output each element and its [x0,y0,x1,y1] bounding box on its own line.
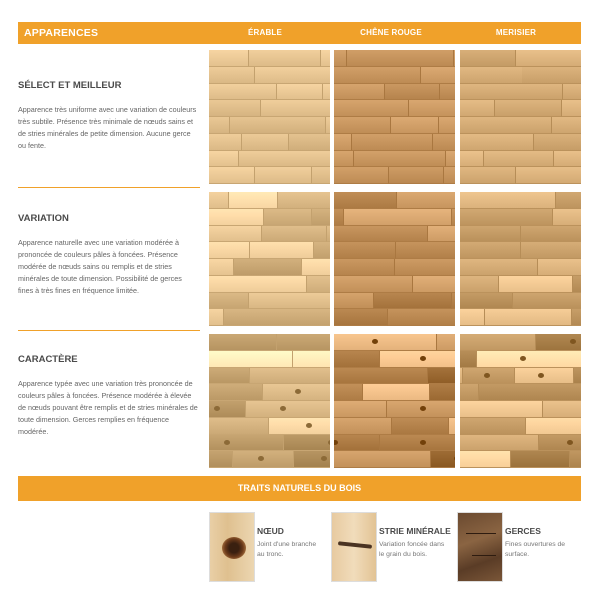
wood-plank [277,84,323,101]
swatch-cherry-variation [460,192,581,326]
mineral-streak-sample-icon [331,512,377,582]
wood-plank [209,226,262,243]
grade-description: Apparence typée avec une variation très prononcée de couleurs pâles à foncées. Présence modérée à élevée de nœuds pouvant être remplis et de stries minérales de toute dimension. Gerces remplies en fréquence modérée. [18,379,198,436]
trait-name: STRIE MINÉRALE [379,526,451,536]
wood-plank [428,226,455,243]
wood-plank [460,293,513,310]
wood-plank [209,259,234,276]
wood-plank [334,117,391,134]
wood-plank [397,192,455,209]
wood-plank [255,167,312,184]
wood-plank [574,368,581,385]
wood-plank [334,67,421,84]
wood-knot [484,373,490,378]
wood-knot [295,389,301,394]
wood-plank [209,84,277,101]
wood-plank [460,384,479,401]
wood-plank [334,84,385,101]
grade-description: Apparence naturelle avec une variation modérée à prononcée de couleurs pâles à foncées. Présence modérée de nœuds sains ou remplis et de stries minérales de toute dimension. Possibilité de gerces fines à très fines en fréquence limitée. [18,238,182,295]
wood-plank [556,192,581,209]
wood-plank [323,84,330,101]
wood-plank [234,259,302,276]
wood-plank [521,226,581,243]
wood-plank [209,276,307,293]
wood-knot [280,406,286,411]
wood-plank [334,293,374,310]
wood-plank [209,334,277,351]
wood-plank [209,435,284,452]
trait-description: Fines ouvertures de surface. [505,541,566,558]
swatch-cherry-select [460,50,581,184]
wood-plank [209,351,293,368]
wood-plank [209,451,233,468]
wood-plank [277,334,330,351]
wood-plank [380,351,455,368]
wood-plank [572,309,581,326]
wood-plank [334,259,395,276]
wood-plank [430,384,455,401]
check-mark [472,555,496,556]
divider [18,187,200,188]
wood-plank [485,309,572,326]
knot-sample-icon [209,512,255,582]
grade-title: SÉLECT ET MEILLEUR [18,80,122,91]
wood-plank [344,209,452,226]
wood-plank [521,242,581,259]
wood-plank [250,368,330,385]
wood-plank [334,368,428,385]
wood-plank [460,401,543,418]
wood-plank [573,276,581,293]
wood-plank [460,50,516,67]
wood-plank [433,134,455,151]
wood-plank [439,117,455,134]
wood-plank [440,84,455,101]
wood-plank [553,209,581,226]
wood-plank [495,100,561,117]
wood-plank [255,67,330,84]
wood-plank [409,100,455,117]
wood-plank [209,151,239,168]
wood-plank [513,293,581,310]
grade-title: VARIATION [18,213,69,224]
wood-plank [460,334,536,351]
wood-plank [516,167,581,184]
wood-plank [511,451,570,468]
wood-knot [538,373,544,378]
wood-plank [431,451,455,468]
wood-plank [334,401,387,418]
swatch-maple-character [209,334,330,468]
wood-plank [239,151,330,168]
wood-plank [385,84,440,101]
wood-plank [460,226,521,243]
wood-plank [499,276,572,293]
wood-plank [233,451,293,468]
wood-plank [334,134,352,151]
wood-plank [460,276,499,293]
column-red-oak: CHÊNE ROUGE [360,28,422,37]
natural-traits-band [18,476,581,501]
wood-plank [460,309,485,326]
wood-plank [396,242,455,259]
swatch-maple-select [209,50,330,184]
wood-plank [460,134,534,151]
wood-plank [460,435,539,452]
wood-plank [334,209,344,226]
wood-plank [224,309,330,326]
wood-knot [570,339,576,344]
wood-plank [516,50,581,67]
wood-plank [515,368,574,385]
wood-plank [392,418,449,435]
wood-plank [209,293,249,310]
wood-plank [354,151,447,168]
wood-plank [552,117,581,134]
wood-plank [209,368,250,385]
wood-plank [249,50,321,67]
grade-description: Apparence très uniforme avec une variation de couleurs très subtile. Présence très minimale de nœuds sains et de stries minérales de petite dimension. Aucune gerce ou fente. [18,105,197,150]
column-maple: ÉRABLE [247,28,283,37]
wood-plank [209,134,242,151]
wood-plank [352,134,433,151]
wood-plank [209,309,224,326]
wood-knot [567,440,573,445]
wood-plank [413,276,455,293]
wood-plank [209,242,250,259]
wood-plank [334,334,437,351]
trait-description: Variation foncée dans le grain du bois. [379,541,445,558]
wood-plank [209,418,269,435]
wood-plank [209,50,249,67]
wood-plank [437,334,455,351]
wood-plank [264,209,312,226]
wood-plank [363,384,429,401]
wood-plank [209,117,230,134]
wood-plank [262,226,327,243]
wood-plank [479,384,581,401]
band-title: TRAITS NATURELS DU BOIS [237,483,362,493]
wood-plank [460,451,511,468]
wood-plank [389,167,443,184]
wood-plank [334,167,389,184]
wood-plank [563,84,581,101]
wood-plank [460,151,484,168]
wood-plank [334,451,431,468]
wood-plank [250,242,314,259]
grade-character [18,354,198,438]
wood-plank [229,192,277,209]
wood-plank [242,134,289,151]
swatch-red-oak-character [334,334,455,468]
wood-plank [391,117,439,134]
wood-plank [334,418,392,435]
swatch-red-oak-variation [334,192,455,326]
trait-name: GERCES [505,526,541,536]
wood-plank [284,435,330,452]
divider [18,330,200,331]
wood-plank [452,293,455,310]
streak-mark [338,541,372,549]
wood-plank [209,192,229,209]
column-cherry: MERISIER [495,28,537,37]
wood-plank [449,418,455,435]
wood-plank [460,100,495,117]
wood-plank [326,117,330,134]
wood-knot [328,440,330,445]
wood-plank [460,351,477,368]
wood-plank [246,401,330,418]
wood-plank [539,435,581,452]
wood-plank [314,242,330,259]
wood-plank [334,435,380,452]
wood-knot [224,440,230,445]
wood-plank [209,167,255,184]
wood-plank [543,401,581,418]
wood-knot [420,440,426,445]
wood-plank [269,418,330,435]
wood-plank [388,309,455,326]
wood-plank [460,209,553,226]
wood-plank [334,309,388,326]
wood-plank [209,384,263,401]
wood-knot [306,423,312,428]
wood-plank [484,151,554,168]
wood-plank [321,50,330,67]
wood-plank [454,50,455,67]
wood-plank [460,192,556,209]
wood-plank [446,151,455,168]
wood-plank [460,167,516,184]
wood-knot [334,440,338,445]
wood-plank [374,293,452,310]
wood-plank [477,351,581,368]
wood-plank [334,50,347,67]
wood-plank [209,100,261,117]
appearances-header [18,22,581,44]
wood-knot [420,356,426,361]
wood-plank [380,435,455,452]
wood-plank [312,209,330,226]
wood-plank [230,117,326,134]
knot-mark [222,537,246,559]
swatch-maple-variation [209,192,330,326]
check-mark [466,533,496,534]
check-sample-icon [457,512,503,582]
grade-variation [18,213,198,297]
grade-select-and-better [18,80,198,152]
wood-plank [538,259,581,276]
wood-plank [460,418,526,435]
wood-plank [395,259,455,276]
trait-description: Joint d'une branche au tronc. [257,541,317,558]
wood-plank [261,100,330,117]
wood-plank [534,134,581,151]
wood-knot [258,456,264,461]
wood-plank [209,67,255,84]
wood-plank [460,67,523,84]
wood-plank [293,351,330,368]
wood-plank [452,209,455,226]
wood-plank [307,276,330,293]
wood-plank [562,100,581,117]
wood-plank [522,67,581,84]
wood-plank [278,192,330,209]
wood-plank [209,209,264,226]
wood-plank [554,151,581,168]
trait-name: NŒUD [257,526,284,536]
wood-plank [334,242,396,259]
header-title: APPARENCES [24,27,99,39]
wood-plank [460,242,521,259]
wood-plank [428,368,455,385]
wood-plank [460,259,538,276]
wood-plank [334,100,409,117]
wood-plank [289,134,330,151]
wood-plank [334,226,428,243]
wood-plank [347,50,454,67]
wood-plank [334,151,354,168]
wood-plank [460,84,563,101]
wood-plank [334,276,413,293]
wood-plank [460,117,552,134]
wood-plank [444,167,455,184]
wood-plank [334,351,380,368]
wood-plank [327,226,330,243]
wood-plank [570,451,581,468]
swatch-cherry-character [460,334,581,468]
wood-plank [312,167,330,184]
wood-plank [334,192,397,209]
swatch-red-oak-select [334,50,455,184]
wood-plank [334,384,363,401]
wood-plank [302,259,330,276]
grade-title: CARACTÈRE [18,354,78,365]
wood-plank [526,418,581,435]
wood-plank [249,293,330,310]
wood-plank [421,67,455,84]
